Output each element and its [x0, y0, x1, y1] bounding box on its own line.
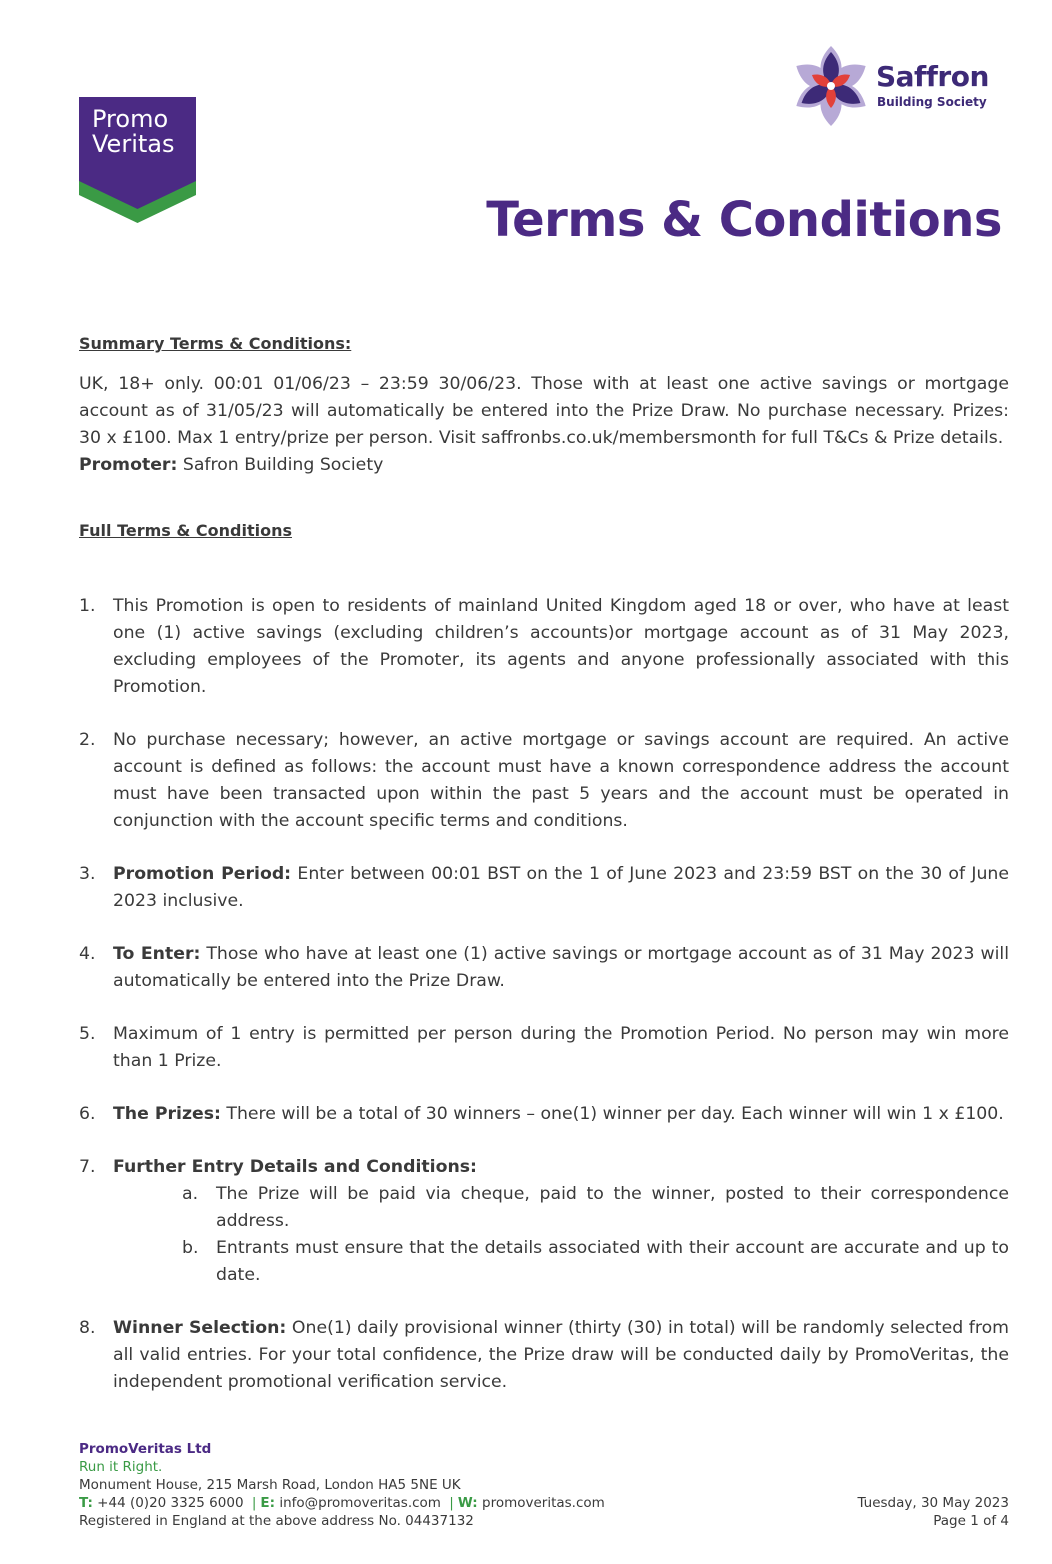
clause-3	[79, 861, 1009, 915]
clause-number: 4.	[79, 944, 96, 964]
clause-6	[79, 1101, 1009, 1128]
web-label: W:	[457, 1495, 478, 1511]
clause-text: No purchase necessary; however, an active mortgage or savings account are required. An active account is defined as follows: the account must have a known correspondence address the account must have been transacted upon within the past 5 years and the account must be operated in conjunction with the account specific terms and conditions.	[113, 730, 1009, 831]
summary-text	[79, 371, 1009, 479]
email-label: E:	[260, 1495, 276, 1511]
promoveritas-logo-text: Promo Veritas	[92, 105, 175, 158]
clause-text: Maximum of 1 entry is permitted per person during the Promotion Period. No person may win more than 1 Prize.	[113, 1024, 1009, 1071]
clause-list	[79, 593, 1009, 1396]
footer-date: Tuesday, 30 May 2023	[857, 1495, 1009, 1511]
clause-number: 7.	[79, 1157, 96, 1177]
saffron-logo-subtitle: Building Society	[877, 95, 987, 109]
clause-number: 2.	[79, 730, 96, 750]
clause-7-subitems	[79, 1181, 1009, 1289]
clause-label: The Prizes:	[113, 1104, 221, 1124]
full-terms-heading: Full Terms & Conditions	[79, 521, 292, 540]
clause-text: One(1) daily provisional winner (thirty (30) in total) will be randomly selected from all valid entries. For your total confidence, the Prize draw will be conducted daily by PromoVeritas, the independent promotional verification service.	[113, 1318, 1009, 1392]
document-body	[79, 330, 1009, 1422]
sub-list	[79, 1181, 1009, 1289]
footer-address: Monument House, 215 Marsh Road, London HA5 5NE UK	[79, 1477, 461, 1493]
clause-label: Winner Selection:	[113, 1318, 287, 1338]
footer-separator: |	[251, 1495, 257, 1511]
clause-number: 1.	[79, 596, 96, 616]
footer-tagline: Run it Right.	[79, 1459, 163, 1475]
summary-body: UK, 18+ only. 00:01 01/06/23 – 23:59 30/06/23. Those with at least one active savings or mortgage account as of 31/05/23 will automatically be entered into the Prize Draw. No purchase necessary. Prizes: 30 x £100. Max 1 entry/prize per person. Visit saffronbs.co.uk/membersmonth for full T&Cs & Prize details.	[79, 374, 1009, 448]
clause-8	[79, 1315, 1009, 1396]
sub-item-label: b.	[182, 1238, 199, 1258]
footer-separator: |	[449, 1495, 454, 1511]
clause-text: Those who have at least one (1) active savings or mortgage account as of 31 May 2023 will automatically be entered into the Prize Draw.	[113, 944, 1009, 991]
footer-email[interactable]: info@promoveritas.com	[275, 1495, 441, 1511]
footer-web[interactable]: promoveritas.com	[477, 1495, 605, 1511]
clause-number: 8.	[79, 1318, 96, 1338]
clause-label: To Enter:	[113, 944, 201, 964]
clause-label: Further Entry Details and Conditions:	[113, 1157, 477, 1177]
clause-2	[79, 727, 1009, 835]
page-title: Terms & Conditions	[486, 192, 1002, 248]
promoter-label: Promoter:	[79, 455, 178, 475]
clause-number: 3.	[79, 864, 96, 884]
clause-label: Promotion Period:	[113, 864, 292, 884]
clause-text: Enter between 00:01 BST on the 1 of June 2023 and 23:59 BST on the 30 of June 2023 inclusive.	[113, 864, 1010, 911]
sub-item-b	[79, 1235, 1009, 1289]
saffron-flower-icon	[791, 43, 871, 129]
clause-1	[79, 593, 1009, 701]
clause-number: 5.	[79, 1024, 96, 1044]
sub-item-label: a.	[182, 1184, 199, 1204]
footer-meta	[857, 1494, 1009, 1530]
footer-registration: Registered in England at the above address No. 04437132	[79, 1513, 474, 1529]
sub-item-a	[79, 1181, 1009, 1235]
page-footer	[79, 1440, 1009, 1530]
saffron-logo-name: Saffron	[876, 60, 989, 93]
footer-company: PromoVeritas Ltd	[79, 1441, 212, 1457]
sub-item-text: The Prize will be paid via cheque, paid to the winner, posted to their correspondence address.	[216, 1184, 1009, 1231]
clause-number: 6.	[79, 1104, 96, 1124]
clause-text: This Promotion is open to residents of mainland United Kingdom aged 18 or over, who have at least one (1) active savings (excluding children’s accounts)or mortgage account as of 31 May 2023, excluding employees of the Promoter, its agents and anyone professionally associated with this Promotion.	[113, 596, 1009, 697]
clause-7	[79, 1154, 1009, 1181]
summary-heading: Summary Terms & Conditions:	[79, 334, 352, 353]
footer-tel: +44 (0)20 3325 6000	[92, 1495, 244, 1511]
sub-item-text: Entrants must ensure that the details associated with their account are accurate and up to date.	[216, 1238, 1009, 1285]
clause-4	[79, 941, 1009, 995]
footer-page-number: Page 1 of 4	[933, 1513, 1009, 1529]
clause-5	[79, 1021, 1009, 1075]
tel-label: T:	[79, 1495, 93, 1511]
clause-text: There will be a total of 30 winners – one(1) winner per day. Each winner will win 1 x £100.	[220, 1104, 1004, 1124]
promoter-value: Safron Building Society	[177, 455, 384, 475]
